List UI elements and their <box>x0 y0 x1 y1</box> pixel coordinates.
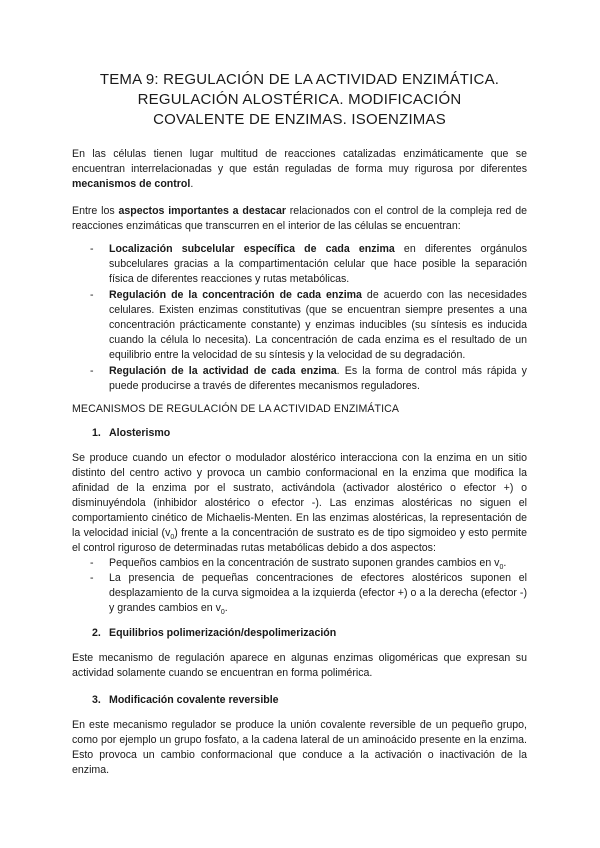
aspects-paragraph: Entre los aspectos importantes a destacar relacionados con el control de la compleja red de reacciones enzimáticas que transcurren en el interior de las células se encuentran: <box>72 205 527 232</box>
aspects-list <box>72 242 527 394</box>
document-page <box>72 70 527 778</box>
aspects-bold: aspectos importantes a destacar <box>118 205 286 217</box>
alosterismo-paragraph: Se produce cuando un efector o modulador alostérico interacciona con la enzima en un sitio distinto del centro activo y provoca un cambio conformacional en la enzima que modifica la afinidad de la enzima por el sustrato, activándola (activador alostérico o efector +) o disminuyéndola (inhibidor alostérico o efector -). Las enzimas alostéricas no siguen el comportamiento cinético de Michaelis-Menten. En las enzimas alostéricas, la representación de la velocidad inicial $(v_0)$ frente a la concentración de sustrato es de tipo sigmoideo y esto permite el control riguroso de determinadas rutas metabólicas debido a dos aspectos: <box>72 452 527 554</box>
list-item: - La presencia de pequeñas concentraciones de efectores alostéricos suponen el desplazamiento de la curva sigmoidea a la izquierda (efector +) o a la derecha (efector -) y grandes cambios en $v_0$. <box>72 571 527 616</box>
section-heading-alosterismo: 1. Alosterismo <box>92 427 171 439</box>
covalente-paragraph: En este mecanismo regulador se produce la unión covalente reversible de un pequeño grupo, como por ejemplo un grupo fosfato, a la cadena lateral de un aminoácido presente en la enzima. Esto provoca un cambio conformacional que conduce a la activación o inactivación de la enzima. <box>72 719 527 776</box>
title-line-1: TEMA 9: REGULACIÓN DE LA ACTIVIDAD ENZIMÁTICA. <box>99 71 500 88</box>
intro-paragraph: En las células tienen lugar multitud de reacciones catalizadas enzimáticamente que se encuentran interrelacionadas y que están reguladas de forma muy rigurosa por diferentes mecanismos de control. <box>72 148 527 190</box>
alosterismo-list <box>72 556 527 616</box>
list-item: - Localización subcelular específica de cada enzima en diferentes orgánulos subcelulares gracias a la compartimentación celular que hace posible la separación física de diferentes reacciones y rutas metabólicas. <box>72 242 527 287</box>
intro-bold: mecanismos de control <box>72 178 191 190</box>
list-item: - Regulación de la concentración de cada enzima de acuerdo con las necesidades celulares. Existen enzimas constitutivas (que se encuentran siempre presentes a una concentración prácticamente constante) y enzimas inducibles (su síntesis es inducida cuando la célula lo necesita). La concentración de cada enzima es el resultado de un equilibrio entre la velocidad de su síntesis y la velocidad de su degradación. <box>72 288 527 363</box>
title-line-3: COVALENTE DE ENZIMAS. ISOENZIMAS <box>153 111 446 128</box>
mechanisms-heading: MECANISMOS DE REGULACIÓN DE LA ACTIVIDAD ENZIMÁTICA <box>72 403 400 415</box>
section-heading-covalente: 3. Modificación covalente reversible <box>92 694 279 706</box>
equilibrios-paragraph: Este mecanismo de regulación aparece en algunas enzimas oligoméricas que expresan su actividad solamente cuando se encuentran en forma polimérica. <box>72 652 527 679</box>
list-item: - Pequeños cambios en la concentración de sustrato suponen grandes cambios en $v_0$. <box>72 556 527 571</box>
title-line-2: REGULACIÓN ALOSTÉRICA. MODIFICACIÓN <box>137 91 462 108</box>
section-heading-equilibrios: 2. Equilibrios polimerización/despolimerización <box>92 627 337 639</box>
document-title <box>72 70 527 130</box>
list-item: - Regulación de la actividad de cada enzima. Es la forma de control más rápida y puede producirse a través de diferentes mecanismos reguladores. <box>72 364 527 394</box>
